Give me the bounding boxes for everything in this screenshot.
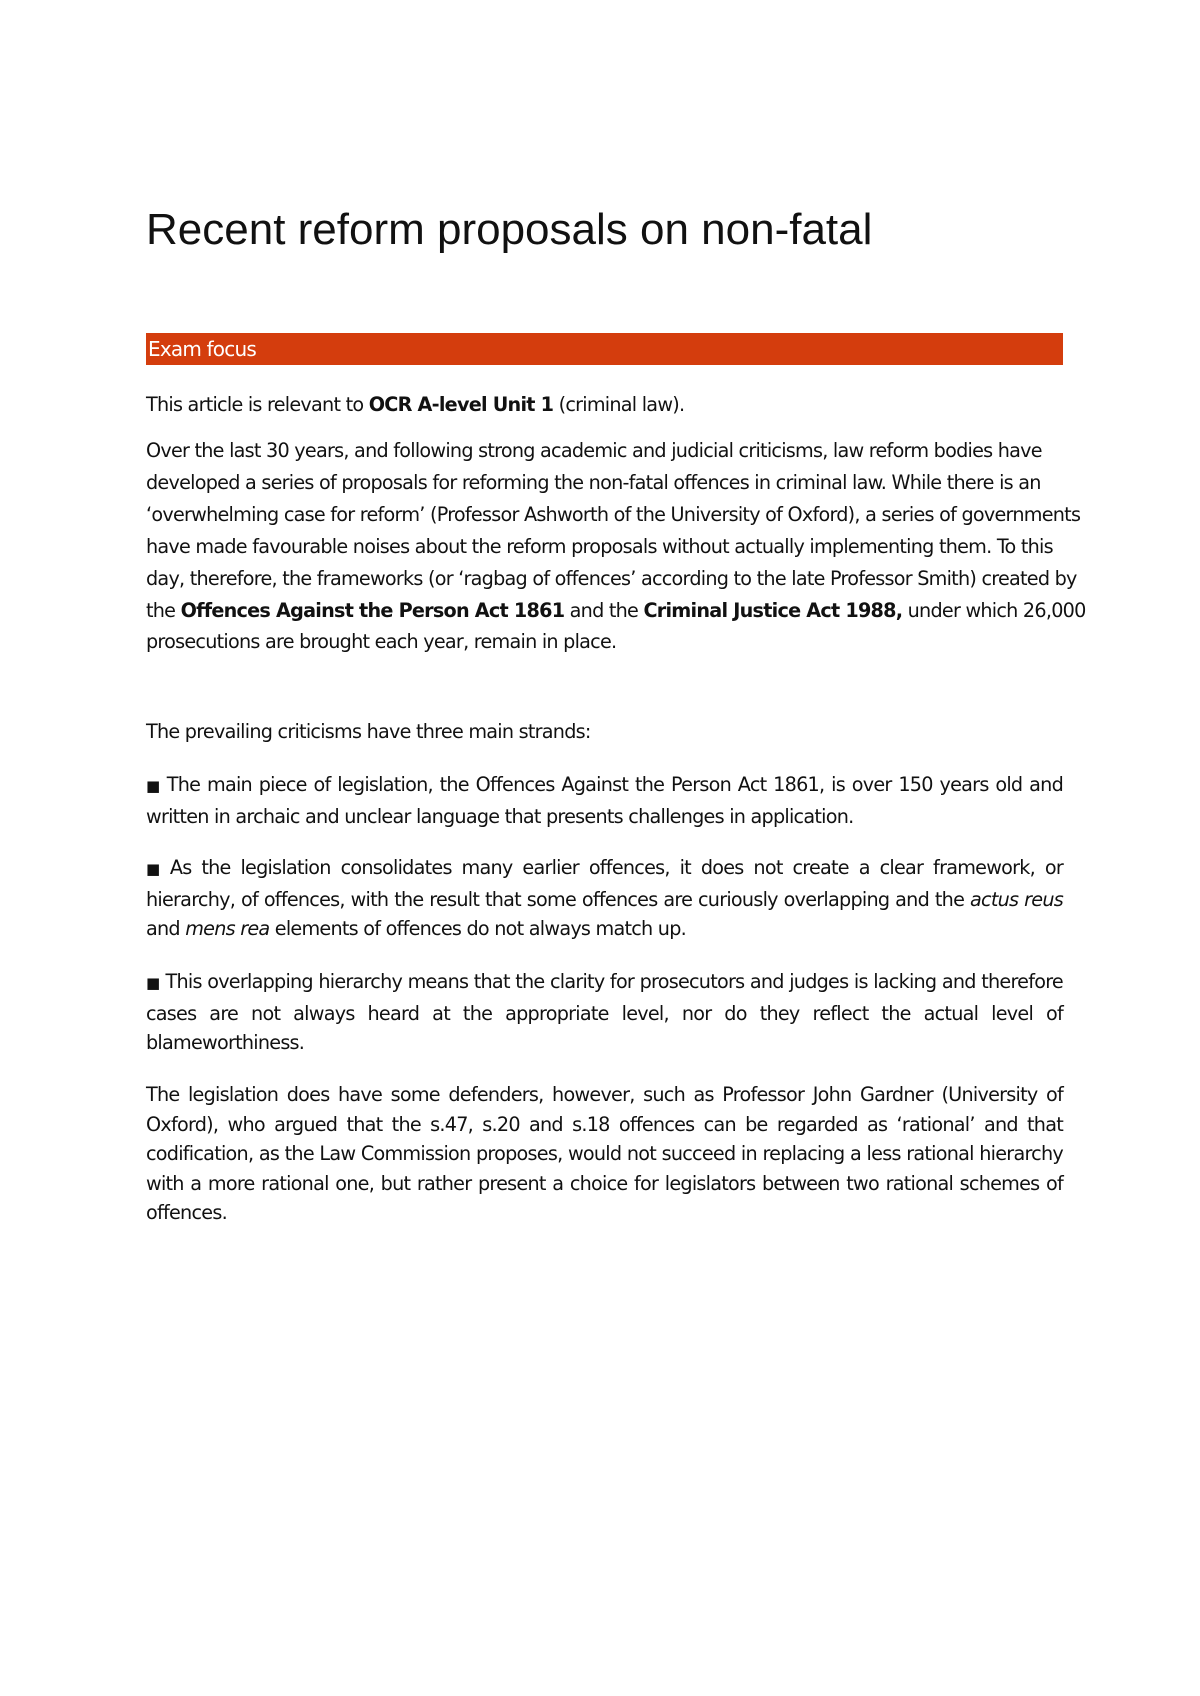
bullet-square-icon: ■ bbox=[146, 777, 160, 795]
intro-paragraph bbox=[146, 435, 1086, 658]
bullet-square-icon: ■ bbox=[146, 860, 160, 878]
exam-focus-banner bbox=[146, 333, 1063, 365]
bullet-item bbox=[146, 853, 1063, 944]
intro-act-1861: Offences Against the Person Act 1861 bbox=[180, 598, 565, 622]
page-title: Recent reform proposals on non-fatal bbox=[146, 205, 873, 254]
bullet-text-2: and bbox=[146, 917, 186, 940]
relevance-text-after: (criminal law). bbox=[553, 393, 685, 416]
exam-focus-label: Exam focus bbox=[148, 337, 256, 361]
intro-act-1988: Criminal Justice Act 1988, bbox=[643, 598, 903, 622]
bullet-item bbox=[146, 967, 1063, 1058]
relevance-text-before: This article is relevant to bbox=[146, 393, 369, 416]
intro-text-3: under which 26,000 prosecutions are brought each year, remain in place. bbox=[146, 598, 1086, 654]
bullet-italic-actus-reus: actus reus bbox=[970, 887, 1063, 911]
bullet-text: The main piece of legislation, the Offences Against the Person Act 1861, is over 150 years old and written in archaic and unclear language that presents challenges in application. bbox=[146, 773, 1063, 828]
bullet-text-1: As the legislation consolidates many earlier offences, it does not create a clear framework, or hierarchy, of offences, with the result that some offences are curiously overlapping and the bbox=[146, 856, 1063, 911]
relevance-line bbox=[146, 389, 1063, 421]
relevance-unit: OCR A-level Unit 1 bbox=[368, 393, 554, 416]
strands-intro: The prevailing criticisms have three main strands: bbox=[146, 720, 591, 743]
bullet-text-3: elements of offences do not always match up. bbox=[269, 917, 686, 940]
intro-text-1: Over the last 30 years, and following strong academic and judicial criticisms, law reform bodies have developed a series of proposals for reforming the non-fatal offences in criminal law. While there is an ‘overwhelming case for reform’ (Professor Ashworth of the University of Oxford), a series of governments have made favourable noises about the reform proposals without actually implementing them. To this day, therefore, the frameworks (or ‘ragbag of offences’ according to the late Professor Smith) created by the bbox=[146, 439, 1081, 622]
bullet-italic-mens-rea: mens rea bbox=[185, 917, 270, 940]
bullet-square-icon: ■ bbox=[146, 974, 160, 992]
intro-text-2: and the bbox=[564, 598, 644, 622]
bullet-item bbox=[146, 770, 1063, 831]
defenders-paragraph: The legislation does have some defenders, however, such as Professor John Gardner (University of Oxford), who argued that the s.47, s.20 and s.18 offences can be regarded as ‘rational’ and that codification, as the Law Commission proposes, would not succeed in replacing a less rational hierarchy with a more rational one, but rather present a choice for legislators between two rational schemes of offences. bbox=[146, 1083, 1063, 1224]
bullet-text: This overlapping hierarchy means that the clarity for prosecutors and judges is lacking and therefore cases are not always heard at the appropriate level, nor do they reflect the actual level of blameworthiness. bbox=[146, 970, 1063, 1054]
